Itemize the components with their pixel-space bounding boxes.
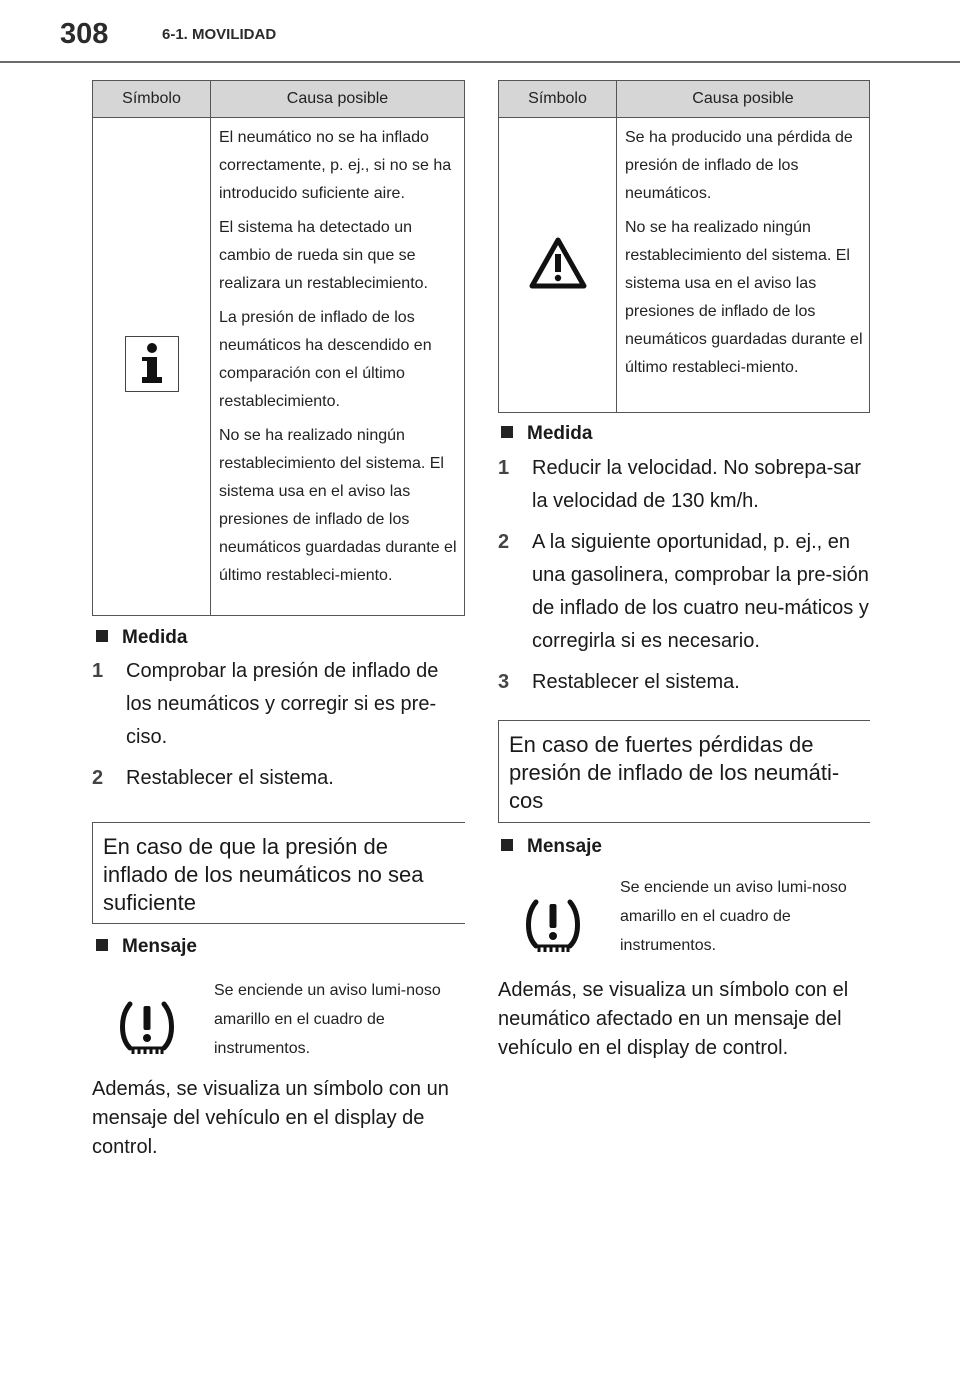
section-box-heading: En caso de que la presión de inflado de los neumáticos no sea suficiente bbox=[92, 822, 465, 924]
cause-text: No se ha realizado ningún restablecimiento del sistema. El sistema usa en el aviso las presiones de inflado de los neumáticos guardadas durante el último restableci-miento. bbox=[625, 219, 863, 376]
body-paragraph: Además, se visualiza un símbolo con el neumático afectado en un mensaje del vehículo en el display de control. bbox=[498, 979, 849, 1059]
table-header-cause: Causa posible bbox=[211, 81, 465, 118]
cause-cell bbox=[617, 118, 870, 413]
cause-text: No se ha realizado ningún restablecimiento del sistema. El sistema usa en el aviso las presiones de inflado de los neumáticos guardadas durante el último restableci-miento. bbox=[219, 427, 457, 584]
bullet-square-icon bbox=[96, 939, 108, 951]
step-text: A la siguiente oportunidad, p. ej., en una gasolinera, comprobar la pre-sión de inflado de los cuatro neu-máticos y corregirla si es necesario. bbox=[532, 531, 869, 652]
tire-pressure-warning-icon bbox=[116, 998, 178, 1058]
cause-text: El sistema ha detectado un cambio de rueda sin que se realizara un restablecimiento. bbox=[219, 219, 428, 292]
symbol-cell bbox=[499, 118, 617, 413]
step-item bbox=[498, 666, 873, 699]
step-number: 1 bbox=[498, 457, 510, 479]
tire-pressure-warning-icon bbox=[522, 896, 584, 956]
section-title: 6-1. MOVILIDAD bbox=[162, 26, 277, 43]
cause-text: Se ha producido una pérdida de presión de inflado de los neumáticos. bbox=[625, 129, 853, 202]
step-text: Reducir la velocidad. No sobrepa-sar la velocidad de 130 km/h. bbox=[532, 457, 862, 512]
medida-steps bbox=[92, 655, 467, 803]
section-box-heading: En caso de fuertes pérdidas de presión de inflado de los neumáti-cos bbox=[498, 720, 870, 823]
step-text: Comprobar la presión de inflado de los neumáticos y corregir si es pre-ciso. bbox=[126, 660, 439, 748]
header-rule bbox=[0, 61, 960, 63]
body-paragraph: Además, se visualiza un símbolo con un mensaje del vehículo en el display de control. bbox=[92, 1078, 449, 1158]
bullet-square-icon bbox=[501, 426, 513, 438]
right-symbol-table bbox=[498, 80, 870, 413]
info-icon bbox=[125, 336, 179, 392]
cause-cell bbox=[211, 118, 465, 616]
bullet-square-icon bbox=[96, 630, 108, 642]
step-item bbox=[92, 655, 467, 754]
step-text: Restablecer el sistema. bbox=[532, 671, 740, 693]
table-header-cause: Causa posible bbox=[617, 81, 870, 118]
left-symbol-table bbox=[92, 80, 465, 616]
mensaje-text: Se enciende un aviso lumi-noso amarillo en el cuadro de instrumentos. bbox=[214, 982, 441, 1057]
table-header-symbol: Símbolo bbox=[499, 81, 617, 118]
symbol-cell bbox=[93, 118, 211, 616]
cause-text: El neumático no se ha inflado correctamente, p. ej., si no se ha introducido suficiente aire. bbox=[219, 129, 452, 202]
cause-text: La presión de inflado de los neumáticos ha descendido en comparación con el último restablecimiento. bbox=[219, 309, 432, 410]
warning-triangle-icon bbox=[528, 236, 588, 290]
step-number: 2 bbox=[92, 767, 104, 789]
step-number: 2 bbox=[498, 531, 510, 553]
step-number: 1 bbox=[92, 660, 104, 682]
page-header bbox=[0, 0, 960, 62]
medida-steps bbox=[498, 452, 873, 707]
mensaje-heading: Mensaje bbox=[501, 836, 602, 858]
table-header-symbol: Símbolo bbox=[93, 81, 211, 118]
step-text: Restablecer el sistema. bbox=[126, 767, 334, 789]
bullet-square-icon bbox=[501, 839, 513, 851]
medida-heading: Medida bbox=[96, 627, 187, 649]
step-item bbox=[92, 762, 467, 795]
mensaje-heading: Mensaje bbox=[96, 936, 197, 958]
step-number: 3 bbox=[498, 671, 510, 693]
medida-heading: Medida bbox=[501, 423, 592, 445]
mensaje-text: Se enciende un aviso lumi-noso amarillo en el cuadro de instrumentos. bbox=[620, 879, 847, 954]
page-number: 308 bbox=[60, 18, 109, 50]
step-item bbox=[498, 452, 873, 518]
step-item bbox=[498, 526, 873, 658]
